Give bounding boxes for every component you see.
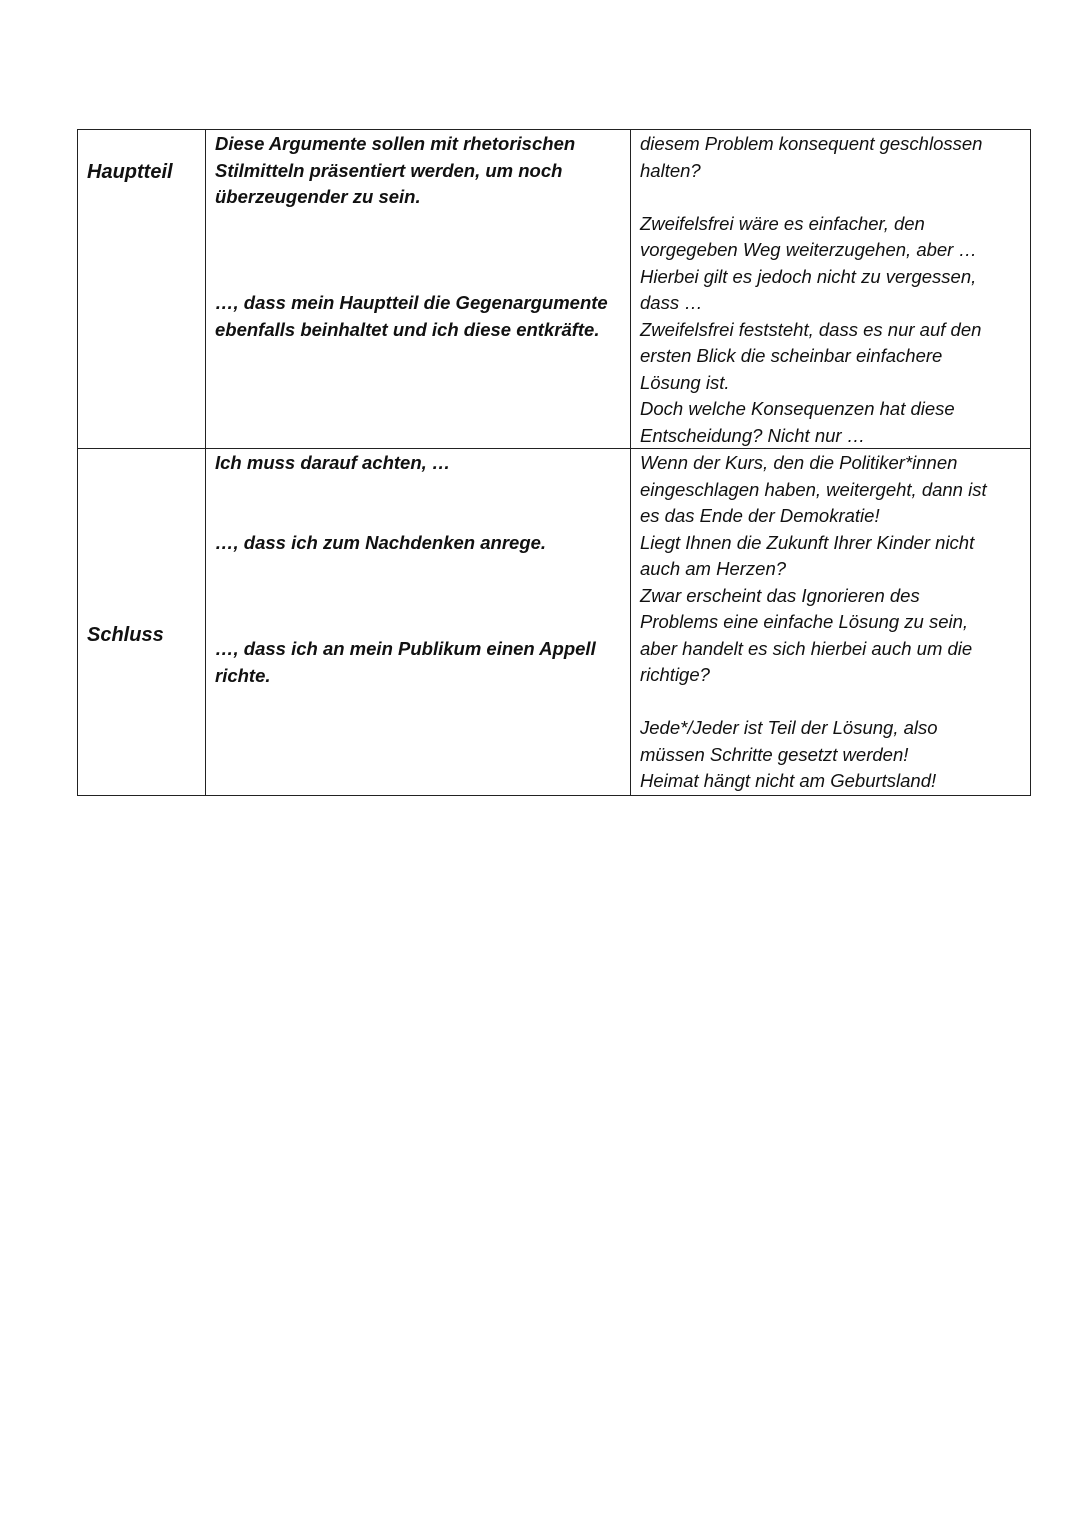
text-line: Doch welche Konsequenzen hat diese (640, 398, 955, 419)
text-line: Jede*/Jeder ist Teil der Lösung, also (640, 717, 938, 738)
text-line: auch am Herzen? (640, 558, 787, 579)
text-line: …, dass ich an mein Publikum einen Appell (215, 638, 596, 659)
text-line: aber handelt es sich hierbei auch um die (640, 637, 973, 659)
requirement-block (215, 530, 625, 557)
table-row-schluss (78, 449, 1031, 796)
text-line: halten? (640, 159, 701, 181)
text-line: Diese Argumente sollen mit rhetorischen (215, 133, 576, 154)
text-line: Zwar erscheint das Ignorieren des (640, 584, 920, 606)
text-line: eingeschlagen haben, weitergeht, dann ist (640, 478, 987, 500)
text-line: Zweifelsfrei feststeht, dass es nur auf den (640, 318, 982, 340)
text-line: Liegt Ihnen die Zukunft Ihrer Kinder nicht (640, 531, 975, 553)
section-label: Hauptteil (87, 161, 173, 183)
section-label-cell (78, 130, 206, 449)
text-line: richtige? (640, 664, 710, 685)
speech-structure-table (77, 129, 1031, 796)
text-line: ersten Blick die scheinbar einfachere (640, 345, 943, 366)
text-line: Stilmitteln präsentiert werden, um noch (215, 159, 563, 181)
blank-line (640, 184, 1025, 211)
requirements-cell (206, 449, 631, 796)
text-line: überzeugender zu sein. (215, 186, 421, 207)
text-line: …, dass ich zum Nachdenken anrege. (215, 532, 547, 553)
text-line: Heimat hängt nicht am Geburtsland! (640, 770, 937, 791)
requirement-block (215, 450, 625, 477)
requirement-block (215, 131, 625, 211)
text-line: Lösung ist. (640, 371, 730, 393)
text-line: ebenfalls beinhaltet und ich diese entkräfte. (215, 318, 600, 340)
text-line: Problems eine einfache Lösung zu sein, (640, 611, 969, 632)
table-row-hauptteil (78, 130, 1031, 449)
requirement-block (215, 636, 625, 689)
text-line: Wenn der Kurs, den die Politiker*innen (640, 452, 958, 473)
text-line: richte. (215, 664, 271, 686)
text-line: vorgegeben Weg weiterzugehen, aber … (640, 239, 977, 260)
requirement-block (215, 290, 625, 343)
requirements-cell (206, 130, 631, 449)
text-line: Entscheidung? Nicht nur … (640, 424, 866, 446)
example-phrases (640, 131, 1025, 449)
blank-line (640, 689, 1025, 716)
text-line: dass … (640, 292, 703, 313)
text-line: es das Ende der Demokratie! (640, 505, 880, 526)
examples-cell (631, 130, 1031, 449)
text-line: …, dass mein Hauptteil die Gegenargumente (215, 292, 608, 313)
text-line: Ich muss darauf achten, … (215, 452, 451, 473)
section-label: Schluss (87, 624, 164, 646)
text-line: diesem Problem konsequent geschlossen (640, 133, 983, 154)
text-line: Hierbei gilt es jedoch nicht zu vergessen, (640, 265, 977, 287)
text-line: Zweifelsfrei wäre es einfacher, den (640, 212, 925, 234)
section-label-cell (78, 449, 206, 796)
examples-cell (631, 449, 1031, 796)
text-line: müssen Schritte gesetzt werden! (640, 743, 909, 765)
example-phrases (640, 450, 1025, 795)
